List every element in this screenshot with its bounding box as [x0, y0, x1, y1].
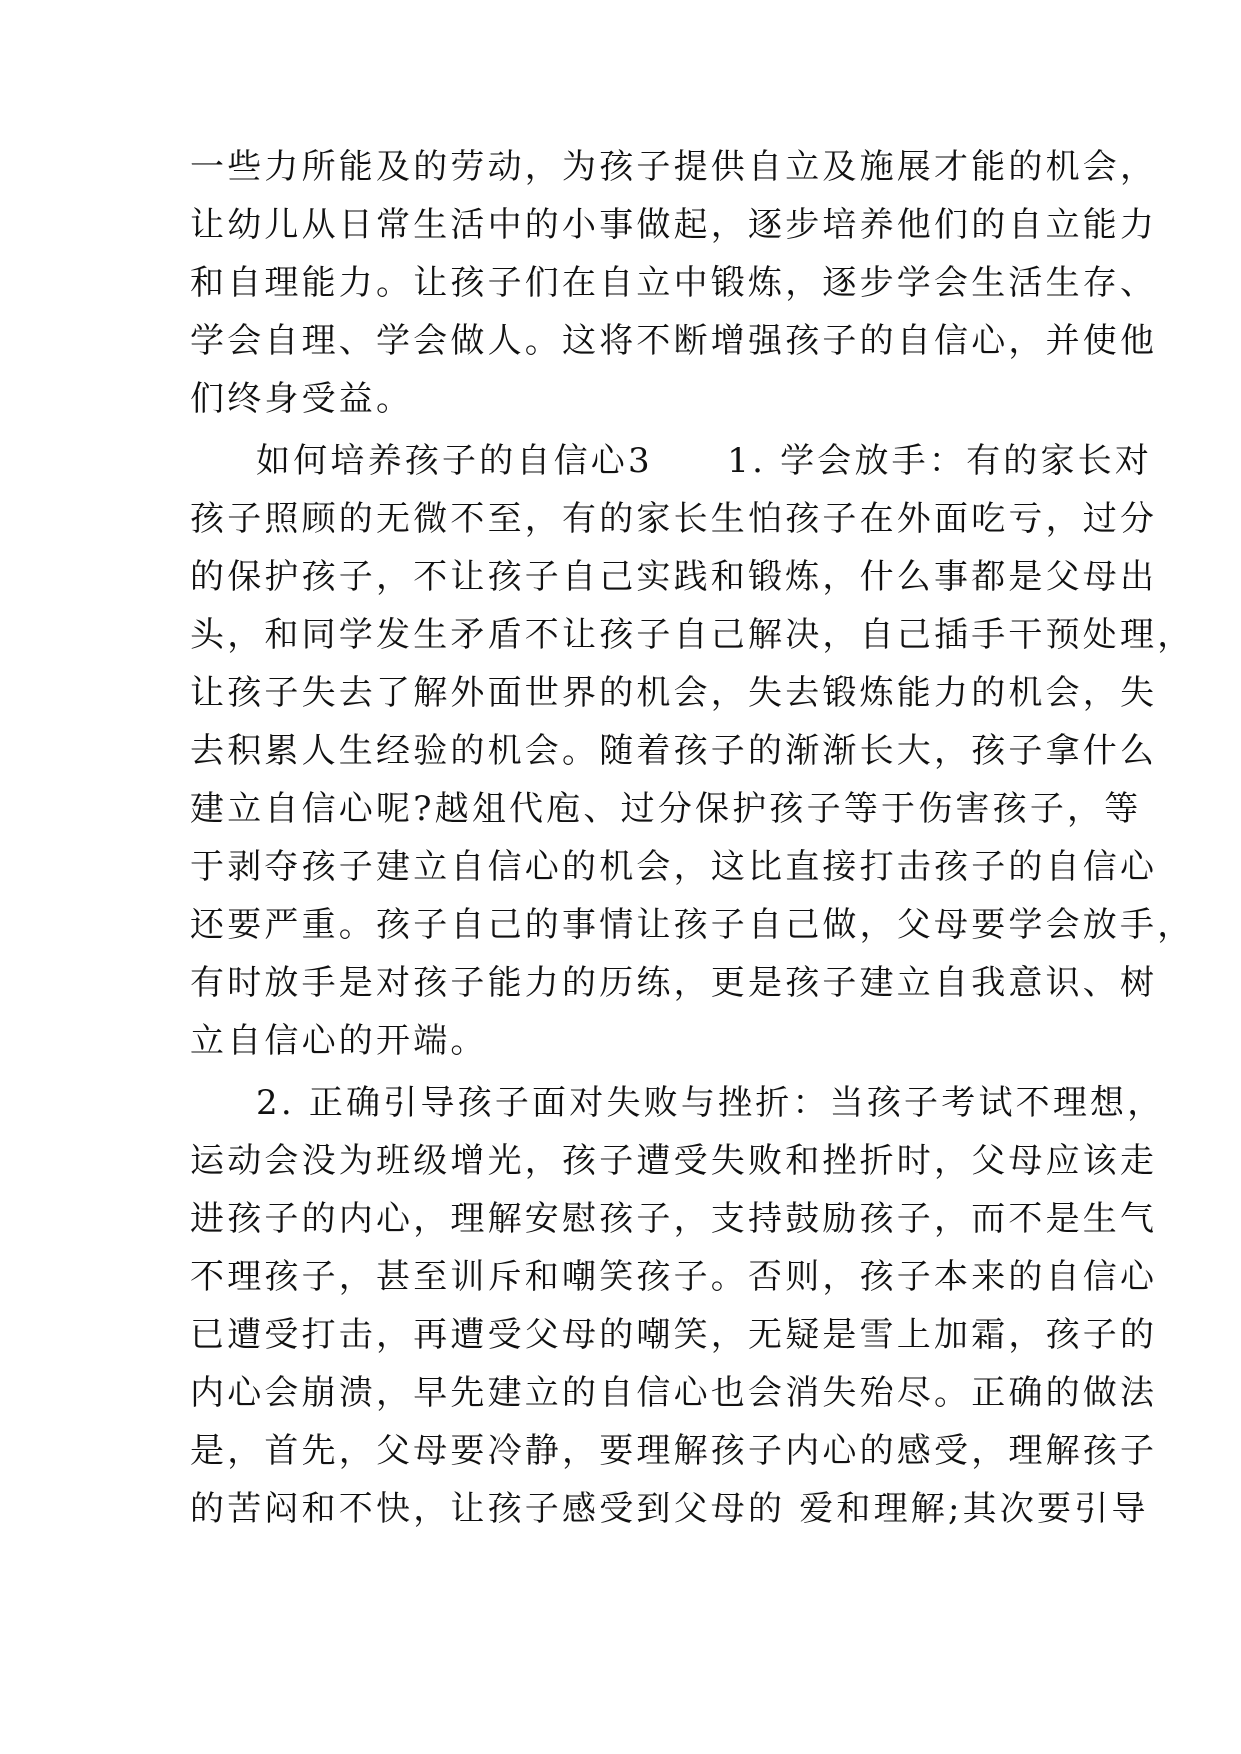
- text-line: 一些力所能及的劳动，为孩子提供自立及施展才能的机会，: [190, 147, 1158, 187]
- text-line: 于剥夺孩子建立自信心的机会，这比直接打击孩子的自信心: [190, 847, 1158, 887]
- text-line: 孩子照顾的无微不至，有的家长生怕孩子在外面吃亏，过分: [190, 499, 1158, 539]
- text-line: 让幼儿从日常生活中的小事做起，逐步培养他们的自立能力: [190, 205, 1158, 245]
- text-line: 学会自理、学会做人。这将不断增强孩子的自信心，并使他: [190, 321, 1158, 361]
- text-line: 内心会崩溃，早先建立的自信心也会消失殆尽。正确的做法: [190, 1373, 1158, 1413]
- text-line: 运动会没为班级增光，孩子遭受失败和挫折时，父母应该走: [190, 1141, 1158, 1181]
- text-line: 进孩子的内心，理解安慰孩子，支持鼓励孩子，而不是生气: [190, 1199, 1158, 1239]
- text-line: 是，首先，父母要冷静，要理解孩子内心的感受，理解孩子: [190, 1431, 1158, 1471]
- text-line: 不理孩子，甚至训斥和嘲笑孩子。否则，孩子本来的自信心: [190, 1257, 1158, 1297]
- text-line: 去积累人生经验的机会。随着孩子的渐渐长大，孩子拿什么: [190, 731, 1158, 771]
- text-line: 让孩子失去了解外面世界的机会，失去锻炼能力的机会，失: [190, 673, 1158, 713]
- text-line: 和自理能力。让孩子们在自立中锻炼，逐步学会生活生存、: [190, 263, 1158, 303]
- text-line: 立自信心的开端。: [190, 1021, 488, 1061]
- text-line: 还要严重。孩子自己的事情让孩子自己做，父母要学会放手，: [190, 905, 1195, 945]
- text-line: 已遭受打击，再遭受父母的嘲笑，无疑是雪上加霜，孩子的: [190, 1315, 1158, 1355]
- section-heading-line: 如何培养孩子的自信心3 1. 学会放手：有的家长对: [256, 441, 1153, 481]
- text-line: 有时放手是对孩子能力的历练，更是孩子建立自我意识、树: [190, 963, 1158, 1003]
- numbered-point-line: 2. 正确引导孩子面对失败与挫折：当孩子考试不理想，: [256, 1083, 1165, 1123]
- text-line: 的苦闷和不快，让孩子感受到父母的 爱和理解;其次要引导: [190, 1489, 1149, 1529]
- text-line: 们终身受益。: [190, 379, 414, 419]
- text-line: 建立自信心呢?越俎代庖、过分保护孩子等于伤害孩子，等: [190, 789, 1142, 829]
- text-line: 的保护孩子，不让孩子自己实践和锻炼，什么事都是父母出: [190, 557, 1158, 597]
- text-line: 头，和同学发生矛盾不让孩子自己解决，自己插手干预处理，: [190, 615, 1195, 655]
